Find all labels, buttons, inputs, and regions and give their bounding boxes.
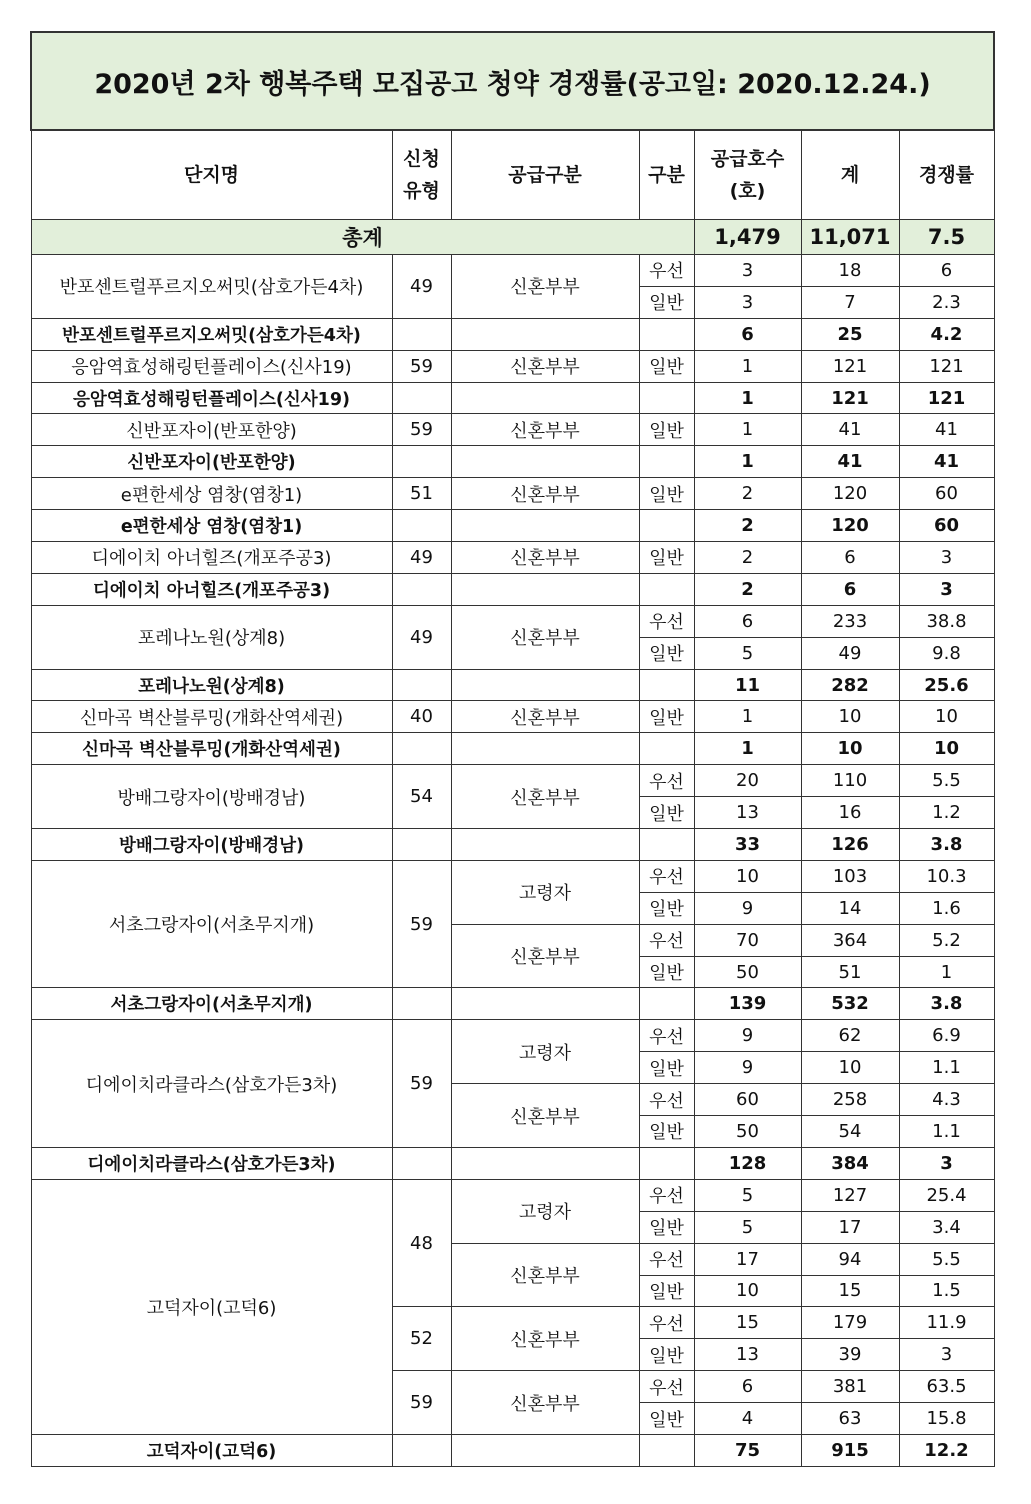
grand-total-label: 총계 [31,220,694,255]
supply-units: 4 [694,1403,801,1435]
subtotal-apply-type-empty [392,829,451,861]
apply-type: 59 [392,350,451,382]
competition-rate: 6.9 [899,1020,994,1052]
complex-name: 고덕자이(고덕6) [31,1179,392,1434]
subtotal-total: 6 [801,573,899,605]
supply-category: 신혼부부 [451,255,639,319]
subtotal-category-empty [451,1434,639,1466]
supply-category: 고령자 [451,1179,639,1243]
supply-units: 2 [694,542,801,574]
subtotal-total: 121 [801,382,899,414]
applicants-total: 233 [801,605,899,637]
division: 일반 [639,637,694,669]
subtotal-division-empty [639,1434,694,1466]
supply-units: 50 [694,956,801,988]
applicants-total: 49 [801,637,899,669]
table-row [31,255,994,287]
header-apply-type [392,130,451,220]
competition-rate: 38.8 [899,605,994,637]
subtotal-category-empty [451,446,639,478]
subtotal-name: 디에이치라클라스(삼호가든3차) [31,1147,392,1179]
division: 일반 [639,797,694,829]
subtotal-row [31,446,994,478]
supply-category: 신혼부부 [451,1307,639,1371]
title-row [31,32,994,130]
subtotal-row [31,318,994,350]
competition-rate: 4.3 [899,1084,994,1116]
header-apply-type-line2: 유형 [403,180,440,202]
table-row [31,350,994,382]
subtotal-apply-type-empty [392,988,451,1020]
applicants-total: 127 [801,1179,899,1211]
applicants-total: 17 [801,1211,899,1243]
subtotal-units: 2 [694,510,801,542]
subtotal-rate: 3 [899,573,994,605]
division: 우선 [639,255,694,287]
subtotal-row [31,573,994,605]
subtotal-units: 1 [694,382,801,414]
subtotal-total: 120 [801,510,899,542]
applicants-total: 103 [801,860,899,892]
header-apply-type-line1: 신청 [403,148,440,170]
subtotal-category-empty [451,669,639,701]
division: 일반 [639,542,694,574]
division: 우선 [639,605,694,637]
applicants-total: 51 [801,956,899,988]
subtotal-units: 1 [694,733,801,765]
supply-category: 신혼부부 [451,765,639,829]
complex-name: 디에이치 아너힐즈(개포주공3) [31,542,392,574]
division: 일반 [639,414,694,446]
supply-units: 17 [694,1243,801,1275]
subtotal-units: 2 [694,573,801,605]
supply-category: 고령자 [451,860,639,924]
subtotal-apply-type-empty [392,1434,451,1466]
subtotal-apply-type-empty [392,669,451,701]
competition-rate: 60 [899,478,994,510]
subtotal-name: 서초그랑자이(서초무지개) [31,988,392,1020]
apply-type: 54 [392,765,451,829]
header-division: 구분 [639,130,694,220]
applicants-total: 179 [801,1307,899,1339]
applicants-total: 381 [801,1371,899,1403]
competition-rate: 1.2 [899,797,994,829]
subtotal-category-empty [451,573,639,605]
division: 우선 [639,860,694,892]
subtotal-total: 10 [801,733,899,765]
complex-name: 반포센트럴푸르지오써밋(삼호가든4차) [31,255,392,319]
subtotal-category-empty [451,988,639,1020]
subtotal-division-empty [639,318,694,350]
competition-rate: 121 [899,350,994,382]
subtotal-name: 반포센트럴푸르지오써밋(삼호가든4차) [31,318,392,350]
competition-rate: 3 [899,1339,994,1371]
competition-rate: 2.3 [899,286,994,318]
apply-type: 51 [392,478,451,510]
table-row [31,1020,994,1052]
header-supply-units-line1: 공급호수 [710,148,785,170]
subtotal-rate: 121 [899,382,994,414]
subtotal-row [31,988,994,1020]
subtotal-division-empty [639,669,694,701]
competition-rate: 1.5 [899,1275,994,1307]
supply-category: 신혼부부 [451,350,639,382]
complex-name: 디에이치라클라스(삼호가든3차) [31,1020,392,1148]
header-supply-units-line2: (호) [729,180,766,202]
division: 일반 [639,350,694,382]
competition-rate: 1 [899,956,994,988]
subtotal-rate: 3 [899,1147,994,1179]
competition-rate: 1.1 [899,1116,994,1148]
complex-name: 신반포자이(반포한양) [31,414,392,446]
table-row [31,1179,994,1211]
subtotal-category-empty [451,829,639,861]
subtotal-rate: 41 [899,446,994,478]
division: 일반 [639,286,694,318]
table-title: 2020년 2차 행복주택 모집공고 청약 경쟁률(공고일: 2020.12.24.) [31,32,994,130]
competition-rate: 63.5 [899,1371,994,1403]
competition-rate: 10.3 [899,860,994,892]
applicants-total: 121 [801,350,899,382]
subtotal-division-empty [639,446,694,478]
complex-name: 신마곡 벽산블루밍(개화산역세권) [31,701,392,733]
division: 일반 [639,956,694,988]
supply-category: 신혼부부 [451,701,639,733]
subtotal-units: 139 [694,988,801,1020]
apply-type: 48 [392,1179,451,1307]
subtotal-division-empty [639,382,694,414]
subtotal-category-empty [451,382,639,414]
grand-total-units: 1,479 [694,220,801,255]
supply-units: 20 [694,765,801,797]
apply-type: 49 [392,542,451,574]
subtotal-units: 11 [694,669,801,701]
applicants-total: 6 [801,542,899,574]
supply-units: 3 [694,255,801,287]
supply-units: 2 [694,478,801,510]
competition-rate: 6 [899,255,994,287]
division: 우선 [639,1307,694,1339]
supply-units: 5 [694,1211,801,1243]
subtotal-row [31,1147,994,1179]
applicants-total: 94 [801,1243,899,1275]
subtotal-rate: 60 [899,510,994,542]
applicants-total: 258 [801,1084,899,1116]
division: 우선 [639,1084,694,1116]
supply-units: 5 [694,637,801,669]
subtotal-apply-type-empty [392,510,451,542]
supply-units: 10 [694,1275,801,1307]
supply-units: 9 [694,1052,801,1084]
table-row [31,605,994,637]
supply-units: 5 [694,1179,801,1211]
supply-units: 1 [694,414,801,446]
competition-rate: 9.8 [899,637,994,669]
subtotal-units: 128 [694,1147,801,1179]
subtotal-name: 방배그랑자이(방배경남) [31,829,392,861]
supply-units: 60 [694,1084,801,1116]
subtotal-name: 응암역효성해링턴플레이스(신사19) [31,382,392,414]
supply-category: 신혼부부 [451,924,639,988]
subtotal-division-empty [639,733,694,765]
subtotal-rate: 10 [899,733,994,765]
subtotal-name: 고덕자이(고덕6) [31,1434,392,1466]
table-row [31,701,994,733]
apply-type: 40 [392,701,451,733]
apply-type: 49 [392,255,451,319]
subtotal-division-empty [639,573,694,605]
supply-category: 신혼부부 [451,605,639,669]
competition-rate: 5.5 [899,1243,994,1275]
complex-name: 응암역효성해링턴플레이스(신사19) [31,350,392,382]
division: 일반 [639,892,694,924]
supply-category: 신혼부부 [451,1243,639,1307]
supply-category: 신혼부부 [451,1371,639,1435]
supply-units: 15 [694,1307,801,1339]
subtotal-total: 25 [801,318,899,350]
header-supply-category: 공급구분 [451,130,639,220]
supply-units: 70 [694,924,801,956]
subtotal-division-empty [639,988,694,1020]
subtotal-rate: 4.2 [899,318,994,350]
supply-units: 1 [694,701,801,733]
division: 우선 [639,765,694,797]
division: 일반 [639,1403,694,1435]
supply-category: 고령자 [451,1020,639,1084]
subtotal-total: 126 [801,829,899,861]
subtotal-rate: 3.8 [899,988,994,1020]
applicants-total: 14 [801,892,899,924]
division: 우선 [639,924,694,956]
subtotal-apply-type-empty [392,733,451,765]
apply-type: 59 [392,860,451,988]
division: 일반 [639,1211,694,1243]
subtotal-category-empty [451,318,639,350]
competition-rate: 3 [899,542,994,574]
competition-rate: 25.4 [899,1179,994,1211]
applicants-total: 120 [801,478,899,510]
competition-rate: 3.4 [899,1211,994,1243]
subtotal-apply-type-empty [392,1147,451,1179]
subtotal-rate: 3.8 [899,829,994,861]
supply-units: 6 [694,1371,801,1403]
subtotal-row [31,510,994,542]
subtotal-units: 75 [694,1434,801,1466]
subtotal-row [31,733,994,765]
competition-rate: 5.2 [899,924,994,956]
subtotal-category-empty [451,1147,639,1179]
division: 우선 [639,1179,694,1211]
competition-rate-sheet [30,31,993,1467]
applicants-total: 7 [801,286,899,318]
competition-rate: 1.6 [899,892,994,924]
division: 일반 [639,701,694,733]
table-row [31,478,994,510]
applicants-total: 15 [801,1275,899,1307]
applicants-total: 63 [801,1403,899,1435]
apply-type: 59 [392,1371,451,1435]
applicants-total: 41 [801,414,899,446]
table-body [31,32,994,1466]
complex-name: 방배그랑자이(방배경남) [31,765,392,829]
subtotal-row [31,669,994,701]
supply-units: 1 [694,350,801,382]
subtotal-name: 신마곡 벽산블루밍(개화산역세권) [31,733,392,765]
subtotal-division-empty [639,1147,694,1179]
supply-category: 신혼부부 [451,414,639,446]
header-total: 계 [801,130,899,220]
subtotal-total: 384 [801,1147,899,1179]
division: 우선 [639,1020,694,1052]
subtotal-row [31,382,994,414]
applicants-total: 39 [801,1339,899,1371]
subtotal-rate: 12.2 [899,1434,994,1466]
complex-name: e편한세상 염창(염창1) [31,478,392,510]
subtotal-name: 포레나노원(상계8) [31,669,392,701]
supply-units: 6 [694,605,801,637]
supply-category: 신혼부부 [451,478,639,510]
subtotal-total: 915 [801,1434,899,1466]
apply-type: 52 [392,1307,451,1371]
apply-type: 49 [392,605,451,669]
supply-units: 9 [694,1020,801,1052]
header-row [31,130,994,220]
subtotal-category-empty [451,733,639,765]
competition-rate: 5.5 [899,765,994,797]
applicants-total: 10 [801,701,899,733]
applicants-total: 18 [801,255,899,287]
table-row [31,542,994,574]
supply-category: 신혼부부 [451,1084,639,1148]
apply-type: 59 [392,1020,451,1148]
header-complex: 단지명 [31,130,392,220]
subtotal-division-empty [639,510,694,542]
competition-rate: 11.9 [899,1307,994,1339]
subtotal-total: 532 [801,988,899,1020]
subtotal-category-empty [451,510,639,542]
complex-name: 포레나노원(상계8) [31,605,392,669]
subtotal-name: e편한세상 염창(염창1) [31,510,392,542]
subtotal-apply-type-empty [392,573,451,605]
supply-units: 9 [694,892,801,924]
table-row [31,414,994,446]
applicants-total: 110 [801,765,899,797]
applicants-total: 54 [801,1116,899,1148]
grand-total-rate: 7.5 [899,220,994,255]
table-row [31,860,994,892]
subtotal-apply-type-empty [392,318,451,350]
supply-units: 13 [694,1339,801,1371]
competition-rate: 41 [899,414,994,446]
division: 일반 [639,1339,694,1371]
subtotal-units: 33 [694,829,801,861]
division: 일반 [639,478,694,510]
complex-name: 서초그랑자이(서초무지개) [31,860,392,988]
supply-category: 신혼부부 [451,542,639,574]
grand-total-row [31,220,994,255]
subtotal-rate: 25.6 [899,669,994,701]
supply-units: 13 [694,797,801,829]
supply-units: 10 [694,860,801,892]
division: 일반 [639,1052,694,1084]
applicants-total: 10 [801,1052,899,1084]
subtotal-name: 디에이치 아너힐즈(개포주공3) [31,573,392,605]
subtotal-units: 6 [694,318,801,350]
division: 우선 [639,1371,694,1403]
applicants-total: 16 [801,797,899,829]
supply-units: 50 [694,1116,801,1148]
applicants-total: 62 [801,1020,899,1052]
competition-rate: 10 [899,701,994,733]
apply-type: 59 [392,414,451,446]
subtotal-row [31,1434,994,1466]
subtotal-row [31,829,994,861]
subtotal-total: 41 [801,446,899,478]
table-row [31,765,994,797]
supply-units: 3 [694,286,801,318]
subtotal-division-empty [639,829,694,861]
subtotal-name: 신반포자이(반포한양) [31,446,392,478]
header-rate: 경쟁률 [899,130,994,220]
competition-rate: 15.8 [899,1403,994,1435]
subtotal-total: 282 [801,669,899,701]
division: 우선 [639,1243,694,1275]
header-supply-units [694,130,801,220]
division: 일반 [639,1116,694,1148]
competition-rate: 1.1 [899,1052,994,1084]
applicants-total: 364 [801,924,899,956]
competition-rate-table [30,31,995,1467]
subtotal-units: 1 [694,446,801,478]
subtotal-apply-type-empty [392,446,451,478]
subtotal-apply-type-empty [392,382,451,414]
grand-total-total: 11,071 [801,220,899,255]
division: 일반 [639,1275,694,1307]
